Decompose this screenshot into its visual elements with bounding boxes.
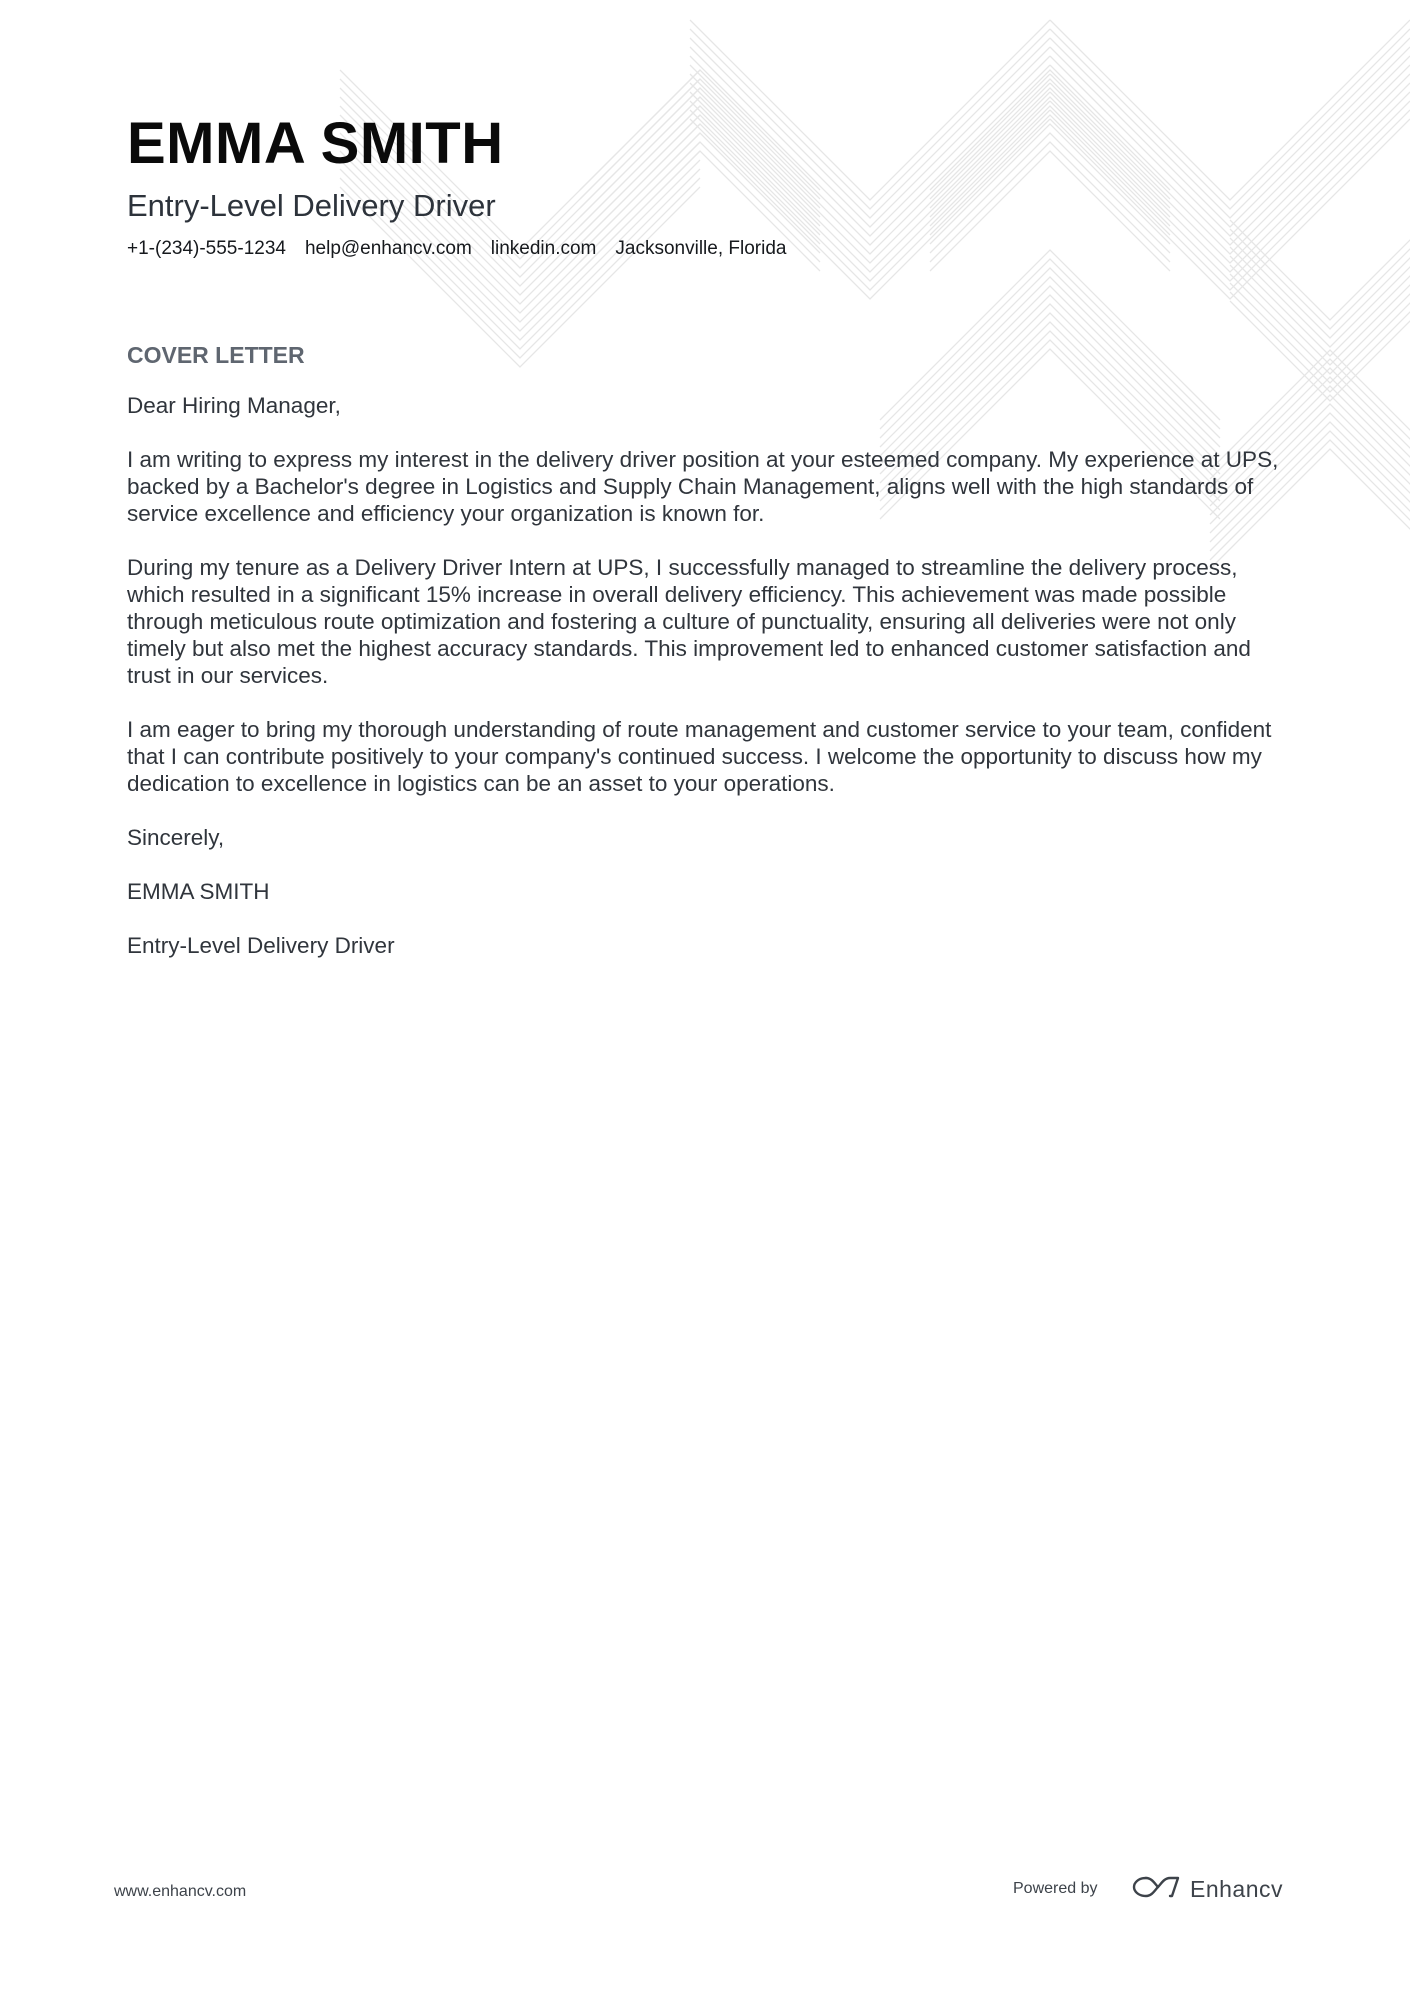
signature-title: Entry-Level Delivery Driver	[127, 933, 395, 958]
contact-info	[127, 237, 1287, 261]
candidate-title: Entry-Level Delivery Driver	[127, 188, 496, 223]
paragraph-intro: I am writing to express my interest in the delivery driver position at your esteemed company. My experience at UPS, backed by a Bachelor's degree in Logistics and Supply Chain Management, aligns well with the high standards of service excellence and efficiency your organization is known for.	[127, 447, 1279, 526]
section-heading: COVER LETTER	[127, 342, 305, 368]
email-address[interactable]: help@enhancv.com	[304, 238, 472, 259]
signature-name: EMMA SMITH	[127, 879, 270, 904]
enhancv-logo-icon	[1132, 1874, 1180, 1905]
salutation: Dear Hiring Manager,	[127, 393, 341, 418]
closing-phrase: Sincerely,	[127, 825, 225, 850]
candidate-name: EMMA SMITH	[127, 111, 504, 176]
paragraph-closing: I am eager to bring my thorough understanding of route management and customer service to your team, confident that I can contribute positively to your company's continued success. I welcome the opportunity to discuss how my dedication to excellence in logistics can be an asset to your operations.	[127, 717, 1272, 796]
location: Jacksonville, Florida	[615, 238, 787, 259]
paragraph-experience: During my tenure as a Delivery Driver Intern at UPS, I successfully managed to streamline the delivery process, which resulted in a significant 15% increase in overall delivery efficiency. This achievement was made possible through meticulous route optimization and fostering a culture of punctuality, ensuring all deliveries were not only timely but also met the highest accuracy standards. This improvement led to enhanced customer satisfaction and trust in our services.	[127, 555, 1251, 688]
resume-header	[127, 108, 1287, 261]
powered-by-label: Powered by	[1013, 1880, 1098, 1897]
brand-logo[interactable]	[1132, 1874, 1283, 1905]
linkedin-link[interactable]: linkedin.com	[490, 238, 597, 259]
letter-body	[127, 340, 1287, 986]
phone-number[interactable]: +1-(234)-555-1234	[127, 238, 286, 259]
footer-website-link[interactable]: www.enhancv.com	[114, 1883, 247, 1900]
brand-name: Enhancv	[1190, 1876, 1284, 1902]
